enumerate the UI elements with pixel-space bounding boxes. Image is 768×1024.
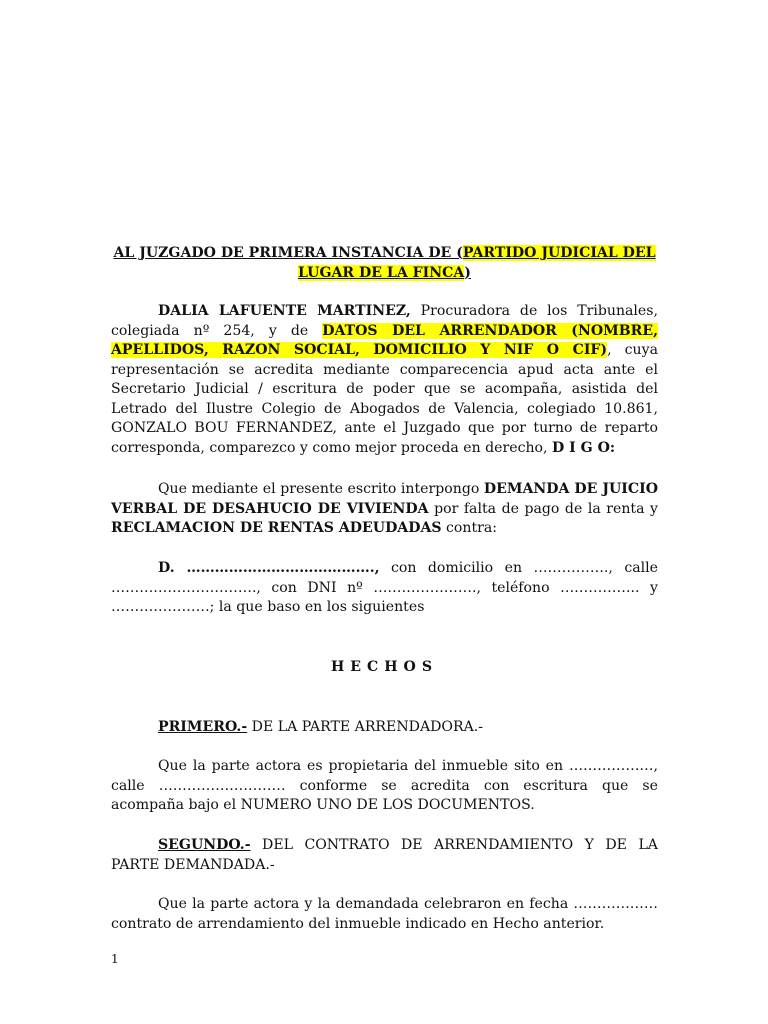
arrendador-data-highlight: DATOS DEL ARRENDADOR (NOMBRE, APELLIDOS, RAZON SOCIAL, DOMICILIO Y NIF O CIF) <box>111 322 658 358</box>
demanda-text-2: por falta de pago de la renta y <box>428 500 658 517</box>
segundo-label: SEGUNDO.- <box>158 837 251 853</box>
segundo-body: Que la parte actora y la demandada celebraron en fecha ……………… contrato de arrendamiento del inmueble indicado en Hecho anterior. <box>111 896 658 932</box>
segundo-title: DEL CONTRATO DE ARRENDAMIENTO Y DE LA PARTE DEMANDADA.- <box>111 837 658 873</box>
demanda-paragraph <box>111 480 658 539</box>
demanda-text-3: contra: <box>441 520 498 536</box>
page-number: 1 <box>111 952 119 966</box>
demandado-name: D. …………………………………., <box>158 560 380 576</box>
document-heading <box>111 244 658 283</box>
intro-paragraph <box>111 302 658 458</box>
intro-text-1: Procuradora de los Tribunales, colegiada nº 254, y de <box>111 303 658 339</box>
primero-title: DE LA PARTE ARRENDADORA.- <box>247 719 484 735</box>
heading-highlight: PARTIDO JUDICIAL DEL LUGAR DE LA FINCA <box>298 245 656 281</box>
heading-prefix: AL JUZGADO DE PRIMERA INSTANCIA DE ( <box>113 245 463 261</box>
demanda-text-1: Que mediante el presente escrito interpongo <box>158 481 484 497</box>
heading-suffix: ) <box>464 264 471 281</box>
primero-label: PRIMERO.- <box>158 719 248 735</box>
primero-body: Que la parte actora es propietaria del inmueble sito en ………………, calle ……………………… conforme se acredita con escritura que se acompaña bajo el NUMERO UNO DE LOS DOCUMENTOS. <box>111 758 658 813</box>
reclamacion-label: RECLAMACION DE RENTAS ADEUDADAS <box>111 520 442 536</box>
segundo-heading <box>111 836 658 875</box>
primero-heading <box>111 718 658 738</box>
intro-text-2: , cuya representación se acredita mediante comparecencia apud acta ante el Secretario Judicial / escritura de poder que se acompaña, asistida del Letrado del Ilustre Colegio de Abogados de Valencia, colegiado 10.861, GONZALO BOU FERNANDEZ, ante el Juzgado que por turno de reparto corresponda, comparezco y como mejor proceda en derecho, <box>111 342 659 456</box>
demandado-text: con domicilio en ……………., calle …………………………., con DNI nº …………………., teléfono …………….. y …………………; la que baso en los siguientes <box>111 560 658 615</box>
demanda-type: DEMANDA DE JUICIO VERBAL DE DESAHUCIO DE VIVIENDA <box>111 481 658 517</box>
digo-label: D I G O: <box>552 439 616 456</box>
hechos-title: HECHOS <box>330 659 439 675</box>
procuradora-name: DALIA LAFUENTE MARTINEZ, <box>158 303 411 319</box>
demandado-paragraph <box>111 559 658 618</box>
